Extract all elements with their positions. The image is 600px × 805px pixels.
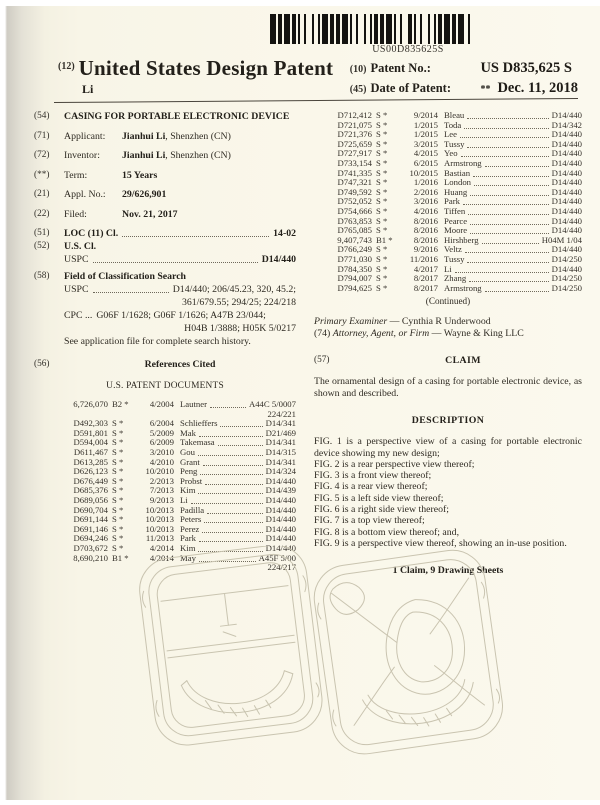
- figure-description-line: FIG. 6 is a right side view thereof;: [314, 504, 449, 516]
- date-label: Date of Patent:: [370, 81, 451, 95]
- citation-row: D685,376 S * 7/2013 Kim D14/439: [73, 485, 296, 496]
- term-num: (**): [34, 169, 50, 180]
- figure-description-line: FIG. 3 is a front view thereof;: [314, 470, 432, 482]
- field-52-num: (52): [34, 241, 50, 251]
- dot-leader: [470, 217, 548, 225]
- citation-row: D733,154 S * 6/2015 Armstrong D14/440: [337, 157, 582, 168]
- applicant-label: Applicant:: [64, 130, 106, 142]
- citation-row: D765,085 S * 8/2016 Moore D14/440: [337, 225, 582, 236]
- dot-leader: [200, 467, 262, 475]
- citation-row: D754,666 S * 4/2016 Tiffen D14/440: [337, 205, 582, 216]
- dot-leader: [460, 130, 549, 138]
- dot-leader: [469, 274, 548, 282]
- field-cpc-value2: H04B 1/3888; H05K 5/0217: [184, 323, 296, 334]
- field-74-num: (74): [314, 327, 331, 339]
- field-uspc-label: USPC: [64, 284, 89, 295]
- dot-leader: [482, 236, 539, 244]
- inventor-name: Jianhui Li: [122, 150, 166, 161]
- field-51-num: (51): [34, 228, 50, 238]
- citation-row: D492,303 S * 6/2004 Schlieffers D14/341: [73, 418, 296, 429]
- figure-descriptions: [314, 436, 582, 549]
- citation-row: D721,376 S * 1/2015 Lee D14/440: [337, 129, 582, 140]
- barcode-block: [270, 14, 546, 55]
- dot-leader: [470, 226, 548, 234]
- examiner-label: Primary Examiner: [314, 316, 388, 328]
- filed-label: Filed:: [64, 208, 87, 220]
- applicant-location: , Shenzhen (CN): [165, 130, 231, 142]
- citation-row: D676,449 S * 2/2013 Probst D14/440: [73, 475, 296, 486]
- dot-leader: [464, 121, 548, 129]
- dot-leader: [463, 197, 549, 205]
- citation-row: D611,467 S * 3/2010 Gou D14/315: [73, 446, 296, 457]
- patent-no-value: US D835,625 S: [480, 60, 572, 76]
- figure-perspective-front: [136, 546, 326, 749]
- citation-row: D690,704 S * 10/2013 Padilla D14/440: [73, 504, 296, 515]
- uscl-label: U.S. Cl.: [64, 241, 97, 252]
- figure-description-line: FIG. 7 is a top view thereof;: [314, 515, 425, 527]
- figure-description-line: FIG. 1 is a perspective view of a casing for portable electronic device showing my new design;: [314, 436, 582, 459]
- citation-row: D594,004 S * 6/2009 Takemasa D14/341: [73, 437, 296, 448]
- term-extension-stars: **: [480, 84, 491, 95]
- dot-leader: [473, 169, 549, 177]
- field-54-num: (54): [34, 111, 50, 121]
- appl-no-value: 29/626,901: [122, 189, 167, 200]
- dot-leader: [93, 254, 258, 263]
- figure-description-line: FIG. 4 is a rear view thereof;: [314, 481, 428, 493]
- filed-value: Nov. 21, 2017: [122, 208, 178, 220]
- citation-row: D691,144 S * 10/2013 Peters D14/440: [73, 514, 296, 525]
- right-column: [314, 111, 582, 576]
- citation-row: D721,075 S * 1/2015 Toda D14/342: [337, 119, 582, 130]
- inventor-short-name: Li: [82, 82, 94, 96]
- field-71-num: (71): [34, 130, 50, 141]
- applicant-name: Jianhui Li: [122, 130, 166, 142]
- figure-description-line: FIG. 9 is a perspective view thereof, showing an in-use position.: [314, 537, 567, 549]
- us-patent-documents-title: U.S. PATENT DOCUMENTS: [106, 381, 224, 391]
- dot-leader: [210, 400, 246, 408]
- field-cpc-value: G06F 1/1628; G06F 1/1626; A47B 23/044;: [96, 310, 266, 321]
- attorney-name: — Wayne & King LLC: [431, 327, 524, 339]
- field-cpc-label: CPC ...: [64, 310, 93, 321]
- citation-row: D741,335 S * 10/2015 Bastian D14/440: [337, 167, 582, 178]
- dot-leader: [465, 245, 549, 253]
- figure-perspective-rear: [310, 546, 507, 758]
- dot-leader: [218, 438, 263, 446]
- date-value: Dec. 11, 2018: [497, 80, 578, 96]
- field-search-label: Field of Classification Search: [64, 271, 187, 282]
- term-label: Term:: [64, 169, 88, 181]
- citation-row: D752,052 S * 3/2016 Park D14/440: [337, 196, 582, 207]
- term-value: 15 Years: [122, 169, 158, 181]
- citation-class-continuation: 224/217: [267, 562, 296, 573]
- references-cited-title: References Cited: [144, 359, 216, 370]
- citation-row: D613,285 S * 4/2010 Grant D14/341: [73, 456, 296, 467]
- citation-row: 9,407,743 B1 * 8/2016 Hirshberg H04M 1/04: [337, 234, 582, 245]
- dot-leader: [220, 419, 262, 427]
- citation-row: 6,726,070 B2 * 4/2004 Lautner A44C 5/0007: [73, 399, 296, 409]
- dot-leader: [202, 525, 262, 533]
- field-21-num: (21): [34, 189, 50, 199]
- inventor-location: , Shenzhen (CN): [165, 150, 231, 161]
- patent-no-label: Patent No.:: [370, 61, 431, 75]
- left-column: [34, 111, 296, 576]
- figure-description-line: FIG. 5 is a left side view thereof;: [314, 492, 444, 504]
- dot-leader: [199, 534, 263, 542]
- dot-leader: [470, 188, 548, 196]
- header: [58, 56, 578, 100]
- citation-row: D766,249 S * 9/2016 Veltz D14/440: [337, 244, 582, 255]
- dot-leader: [467, 111, 548, 119]
- kind-code: (12): [58, 61, 75, 72]
- description-title: DESCRIPTION: [411, 415, 485, 427]
- dot-leader: [468, 207, 548, 215]
- field-22-num: (22): [34, 208, 50, 219]
- claim-title: CLAIM: [445, 355, 481, 367]
- citation-row: 8,690,210 B1 * 4/2014 May A45F 5/00: [73, 552, 296, 563]
- dot-leader: [205, 477, 262, 485]
- continued-note: (Continued): [425, 296, 471, 307]
- examiner-name: — Cynthia R Underwood: [389, 316, 491, 328]
- dot-leader: [461, 149, 549, 157]
- citation-row: D626,123 S * 10/2010 Peng D14/324: [73, 466, 296, 477]
- date-code: (45): [349, 84, 367, 95]
- loc-label: LOC (11) Cl.: [64, 228, 119, 239]
- dot-leader: [485, 159, 549, 167]
- field-uspc-value: D14/440; 206/45.23, 320, 45.2;: [172, 284, 296, 295]
- invention-title: CASING FOR PORTABLE ELECTRONIC DEVICE: [64, 111, 290, 122]
- citation-row: D794,007 S * 8/2017 Zhang D14/250: [337, 273, 582, 284]
- dot-leader: [198, 448, 263, 456]
- citation-row: D725,659 S * 3/2015 Tussy D14/440: [337, 138, 582, 149]
- barcode-icon: [270, 14, 546, 44]
- uscl-uspc-label: USPC: [64, 254, 89, 265]
- citation-row: D727,917 S * 4/2015 Yeo D14/440: [337, 148, 582, 159]
- page-title: United States Design Patent: [78, 56, 334, 80]
- citation-row: D771,030 S * 11/2016 Tussy D14/250: [337, 253, 582, 264]
- field-uspc-value2: 361/679.55; 294/25; 224/218: [181, 297, 296, 308]
- figure-description-line: FIG. 8 is a bottom view thereof; and,: [314, 526, 460, 538]
- appl-no-label: Appl. No.:: [64, 189, 106, 200]
- dot-leader: [455, 265, 549, 273]
- citation-row: D784,350 S * 4/2017 Li D14/440: [337, 263, 582, 274]
- dot-leader: [467, 255, 548, 263]
- attorney-label: Attorney, Agent, or Firm: [332, 327, 430, 339]
- citation-class-continuation: 224/221: [267, 408, 296, 419]
- patent-no-code: (10): [349, 64, 367, 75]
- citation-row: D794,625 S * 8/2017 Armstrong D14/250: [337, 282, 582, 293]
- field-57-num: (57): [314, 355, 330, 366]
- search-history-note: See application file for complete search history.: [64, 336, 251, 347]
- dot-leader: [474, 178, 549, 186]
- citation-row: D689,056 S * 9/2013 Li D14/440: [73, 494, 296, 505]
- dot-leader: [198, 486, 262, 494]
- citation-row: D591,801 S * 5/2009 Mak D21/469: [73, 427, 296, 438]
- dot-leader: [199, 429, 263, 437]
- claim-text: The ornamental design of a casing for portable electronic device, as shown and described.: [314, 376, 582, 399]
- claims-sheets-note: 1 Claim, 9 Drawing Sheets: [392, 565, 504, 577]
- field-56-num: (56): [34, 359, 50, 369]
- uscl-uspc-value: D14/440: [261, 254, 296, 265]
- field-72-num: (72): [34, 150, 50, 160]
- barcode-text: US00D835625S: [372, 44, 444, 55]
- dot-leader: [93, 284, 169, 293]
- field-58-num: (58): [34, 271, 50, 281]
- dot-leader: [485, 284, 549, 292]
- citation-row: D712,412 S * 9/2014 Bleau D14/440: [337, 110, 582, 120]
- figure-description-line: FIG. 2 is a rear perspective view thereof;: [314, 458, 475, 470]
- citation-row: D691,146 S * 10/2013 Perez D14/440: [73, 523, 296, 534]
- dot-leader: [203, 458, 263, 466]
- citation-row: D763,853 S * 8/2016 Pearce D14/440: [337, 215, 582, 226]
- dot-leader: [191, 496, 263, 504]
- citations-table-right: [326, 111, 582, 293]
- citation-row: D703,672 S * 4/2014 Kim D14/440: [73, 542, 296, 553]
- citation-row: D749,592 S * 2/2016 Huang D14/440: [337, 186, 582, 197]
- dot-leader: [204, 515, 262, 523]
- loc-value: 14-02: [273, 228, 296, 239]
- dot-leader: [122, 228, 269, 237]
- dot-leader: [467, 140, 548, 148]
- inventor-label: Inventor:: [64, 150, 100, 161]
- citation-row: D747,321 S * 1/2016 London D14/440: [337, 177, 582, 188]
- dot-leader: [207, 506, 262, 514]
- citation-row: D694,246 S * 11/2013 Park D14/440: [73, 533, 296, 544]
